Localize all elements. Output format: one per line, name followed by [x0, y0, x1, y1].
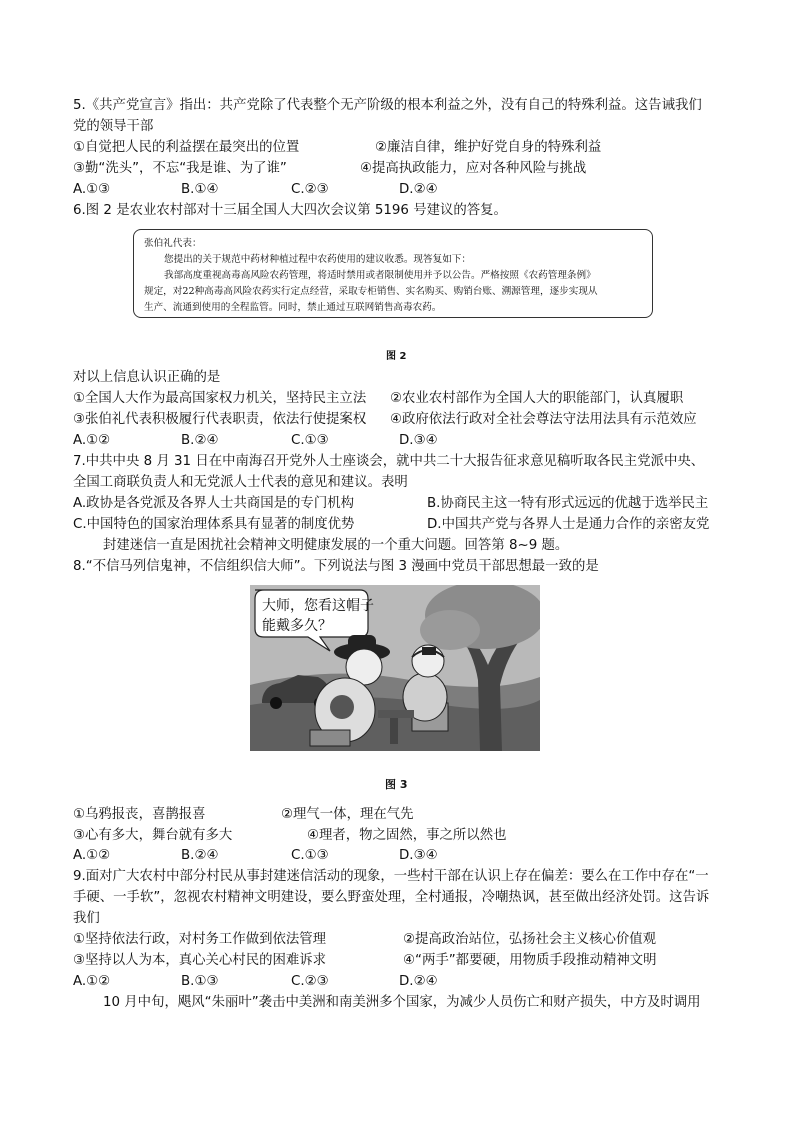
q8-option-1: ①乌鸦报丧，喜鹊报喜	[73, 807, 206, 822]
q9-option-4: ④“两手”都要硬，用物质手段推动精神文明	[403, 953, 657, 968]
letter-paragraph-1: 您提出的关于规范中药材种植过程中农药使用的建议收悉。现答复如下：	[164, 254, 471, 265]
letter-paragraph-3: 规定，对22种高毒高风险农药实行定点经营，采取专柜销售、实名购买、购销台账、溯源管理，逐步实现从	[144, 286, 598, 297]
q5-option-3: ③勤“洗头”，不忘“我是谁、为了谁”	[73, 161, 287, 176]
q8-choice-c: C.①③	[291, 848, 329, 863]
q5-option-1: ①自觉把人民的利益摆在最突出的位置	[73, 140, 300, 155]
figure-3-caption: 图 3	[385, 778, 408, 791]
reply-letter-box	[133, 229, 653, 318]
bubble-line-1: 大师，您看这帽子	[262, 598, 374, 614]
q9-stem-line2: 手硬、一手软”，忽视农村精神文明建设，要么野蛮处理，全村通报，冷嘲热讽，甚至做出经济处罚。这告诉	[73, 890, 710, 905]
figure-2-caption: 图 2	[386, 351, 407, 362]
q8-stem: 8.“不信马列信鬼神，不信组织信大师”。下列说法与图 3 漫画中党员干部思想最一致的是	[73, 559, 599, 574]
q8-choice-d: D.③④	[399, 848, 438, 863]
q9-choice-d: D.②④	[399, 974, 438, 989]
q6-option-1: ①全国人大作为最高国家权力机关，坚持民主立法	[73, 391, 367, 406]
q7-choice-a: A.政协是各党派及各界人士共商国是的专门机构	[73, 496, 354, 511]
q9-stem-line3: 我们	[73, 911, 100, 926]
material-intro: 封建迷信一直是困扰社会精神文明健康发展的一个重大问题。回答第 8~9 题。	[103, 538, 569, 553]
q5-choice-d: D.②④	[399, 182, 438, 197]
q5-option-4: ④提高执政能力，应对各种风险与挑战	[360, 161, 587, 176]
letter-paragraph-2: 我部高度重视高毒高风险农药管理，将适时禁用或者限制使用并予以公告。严格按照《农药管理条例》	[164, 270, 596, 281]
q7-stem-line1: 7.中共中央 8 月 31 日在中南海召开党外人士座谈会，就中共二十大报告征求意见稿听取各民主党派中央、	[73, 454, 705, 469]
q8-option-4: ④理者，物之固然，事之所以然也	[307, 828, 507, 843]
q5-stem-line2: 党的领导干部	[73, 119, 154, 134]
q9-option-2: ②提高政治站位，弘扬社会主义核心价值观	[403, 932, 657, 947]
q8-option-3: ③心有多大，舞台就有多大	[73, 828, 233, 843]
letter-salutation: 张伯礼代表：	[144, 238, 202, 249]
q7-stem-line2: 全国工商联负责人和无党派人士代表的意见和建议。表明	[73, 475, 408, 490]
q6-choice-d: D.③④	[399, 433, 438, 448]
bubble-line-2: 能戴多久？	[262, 618, 332, 634]
q5-stem-line1: 5.《共产党宣言》指出：共产党除了代表整个无产阶级的根本利益之外，没有自己的特殊利益。这告诫我们	[73, 98, 702, 113]
q9-option-1: ①坚持依法行政，对村务工作做到依法管理	[73, 932, 327, 947]
q9-stem-line1: 9.面对广大农村中部分村民从事封建迷信活动的现象，一些村干部在认识上存在偏差：要么在工作中存在“一	[73, 869, 709, 884]
q7-choice-c: C.中国特色的国家治理体系具有显著的制度优势	[73, 517, 355, 532]
q7-choice-d: D.中国共产党与各界人士是通力合作的亲密友党	[427, 517, 710, 532]
q8-choice-b: B.②④	[181, 848, 219, 863]
q6-option-4: ④政府依法行政对全社会尊法守法用法具有示范效应	[390, 412, 697, 427]
q8-choice-a: A.①②	[73, 848, 111, 863]
q6-choice-b: B.②④	[181, 433, 219, 448]
q5-choice-c: C.②③	[291, 182, 329, 197]
q9-choice-a: A.①②	[73, 974, 111, 989]
q9-choice-b: B.①③	[181, 974, 219, 989]
q9-choice-c: C.②③	[291, 974, 329, 989]
q6-stem: 6.图 2 是农业农村部对十三届全国人大四次会议第 5196 号建议的答复。	[73, 203, 507, 218]
q5-choice-b: B.①④	[181, 182, 219, 197]
q6-option-2: ②农业农村部作为全国人大的职能部门，认真履职	[390, 391, 684, 406]
q6-choice-c: C.①③	[291, 433, 329, 448]
cartoon-fortune-teller-image	[250, 585, 540, 751]
q6-choice-a: A.①②	[73, 433, 111, 448]
q7-choice-b: B.协商民主这一特有形式远远的优越于选举民主	[427, 496, 709, 511]
q10-material-line: 10 月中旬，飓风“朱丽叶”袭击中美洲和南美洲多个国家，为减少人员伤亡和财产损失，中方及时调用	[103, 995, 701, 1010]
q6-prompt: 对以上信息认识正确的是	[73, 370, 221, 385]
q6-option-3: ③张伯礼代表积极履行代表职责，依法行使提案权	[73, 412, 367, 427]
q8-option-2: ②理气一体，理在气先	[281, 807, 414, 822]
q9-option-3: ③坚持以人为本，真心关心村民的困难诉求	[73, 953, 327, 968]
q5-option-2: ②廉洁自律，维护好党自身的特殊利益	[375, 140, 602, 155]
q5-choice-a: A.①③	[73, 182, 111, 197]
letter-paragraph-4: 生产、流通到使用的全程监管。同时，禁止通过互联网销售高毒农药。	[144, 302, 442, 313]
